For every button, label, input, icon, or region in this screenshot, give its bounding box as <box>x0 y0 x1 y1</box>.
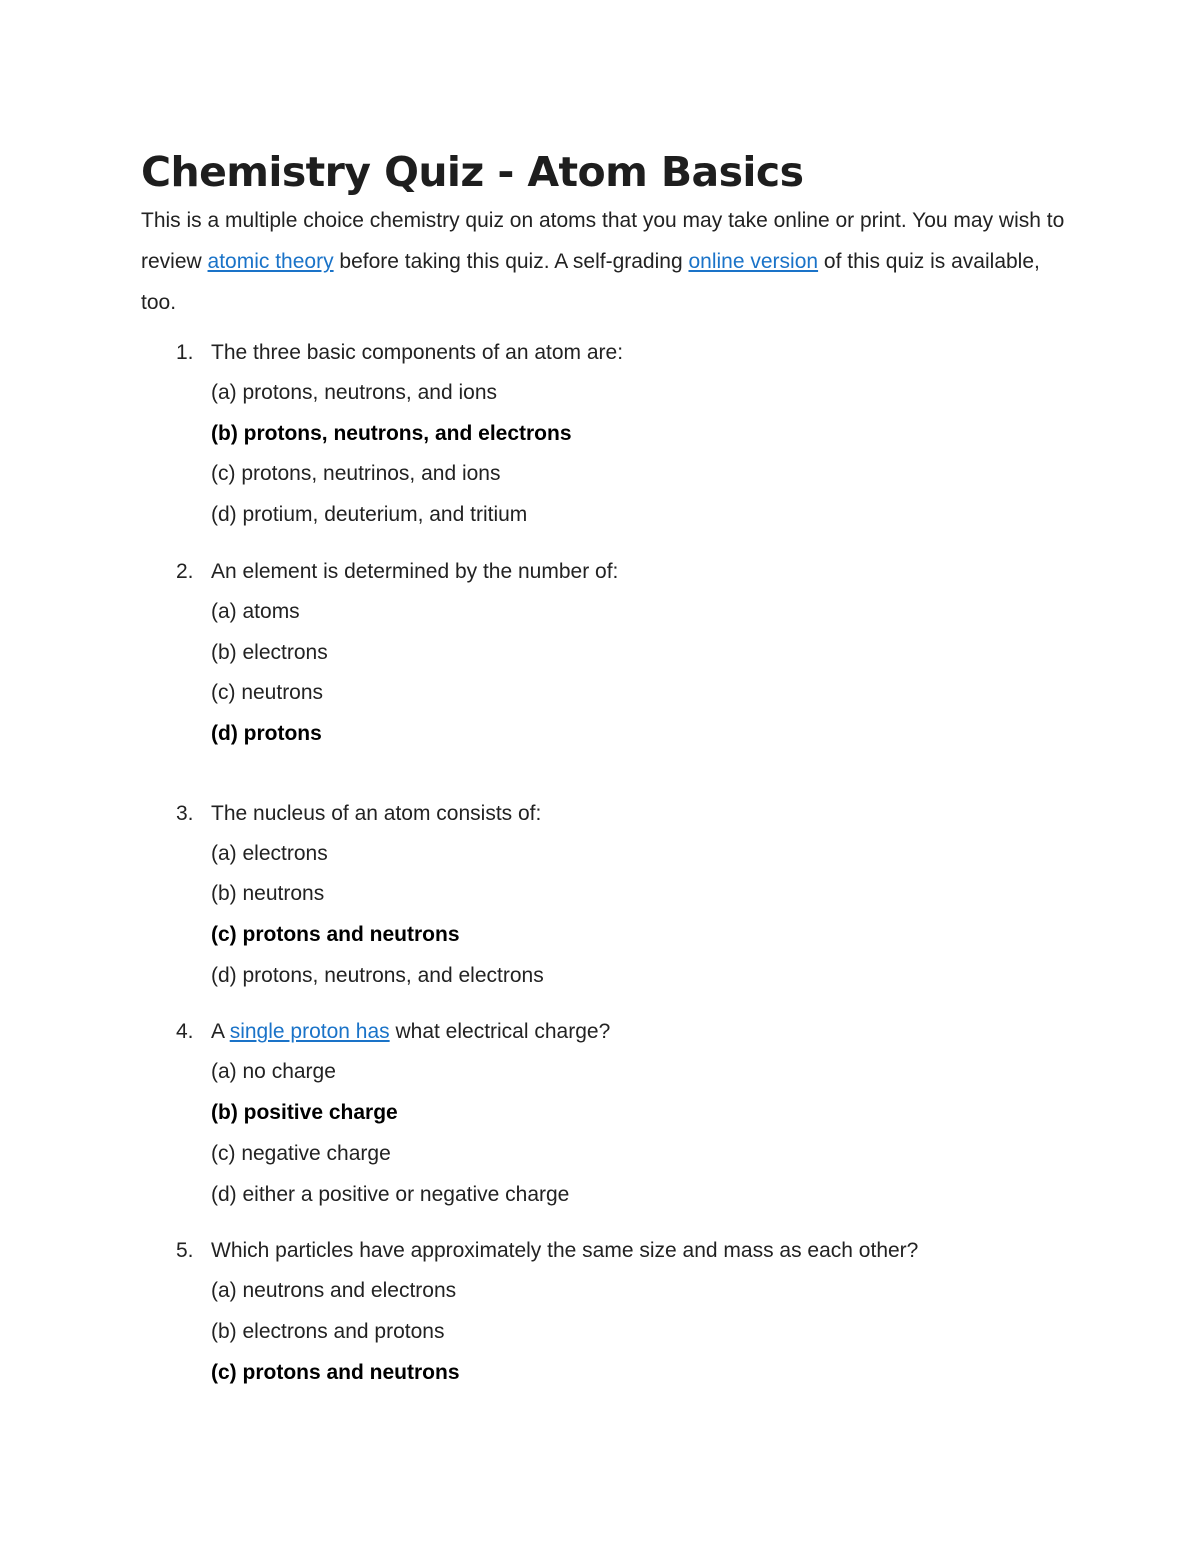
correct-answer-option-b: (b) positive charge <box>211 1101 398 1125</box>
question-text-part: what electrical charge? <box>389 1020 611 1044</box>
answer-option-d: (d) protons, neutrons, and electrons <box>211 963 544 987</box>
question-3 <box>141 794 1071 997</box>
answer-option-a: (a) atoms <box>211 599 300 623</box>
atomic-theory-link[interactable]: atomic theory <box>207 250 334 273</box>
question-text-part: A <box>211 1020 230 1044</box>
question-text <box>211 1012 1071 1052</box>
question-text: An element is determined by the number of: <box>211 559 619 583</box>
question-number: 1. <box>176 341 194 364</box>
answer-option-d: (d) either a positive or negative charge <box>211 1182 570 1206</box>
correct-answer-option-b: (b) protons, neutrons, and electrons <box>211 421 572 445</box>
answer-option-d: (d) protium, deuterium, and tritium <box>211 503 528 527</box>
answer-option-b: (b) electrons and protons <box>211 1319 445 1343</box>
question-number: 3. <box>176 801 194 825</box>
question-text: The nucleus of an atom consists of: <box>211 801 542 825</box>
page-title: Chemistry Quiz - Atom Basics <box>141 148 804 196</box>
online-version-link[interactable]: online version <box>688 250 819 273</box>
intro-text: This is a multiple choice chemistry quiz on atoms that you may take online or print. You may wish to review <box>141 209 1065 273</box>
question-1 <box>141 333 1071 536</box>
intro-text: before taking this quiz. A self-grading <box>333 250 689 273</box>
answer-option-c: (c) neutrons <box>211 681 324 705</box>
question-text: The three basic components of an atom are: <box>211 341 624 364</box>
question-number: 5. <box>176 1239 194 1263</box>
answer-option-b: (b) electrons <box>211 640 328 664</box>
answer-option-b: (b) neutrons <box>211 882 325 906</box>
single-proton-link[interactable]: single proton has <box>229 1020 390 1044</box>
answer-option-a: (a) neutrons and electrons <box>211 1279 457 1303</box>
correct-answer-option-d: (d) protons <box>211 721 322 745</box>
question-number: 4. <box>176 1020 194 1044</box>
answer-option-a: (a) electrons <box>211 841 328 865</box>
question-2 <box>141 552 1071 755</box>
intro-paragraph <box>141 200 1071 323</box>
question-text: Which particles have approximately the same size and mass as each other? <box>211 1239 919 1263</box>
correct-answer-option-c: (c) protons and neutrons <box>211 1360 460 1384</box>
question-number: 2. <box>176 559 194 583</box>
question-5 <box>141 1231 1071 1393</box>
question-4 <box>141 1012 1071 1215</box>
answer-option-c: (c) protons, neutrinos, and ions <box>211 462 501 486</box>
intro-text: of this quiz is available, too. <box>141 250 1040 314</box>
correct-answer-option-c: (c) protons and neutrons <box>211 923 460 947</box>
answer-option-a: (a) no charge <box>211 1060 336 1084</box>
quiz-question-list <box>141 333 1071 1393</box>
document-page <box>141 146 1071 1409</box>
answer-option-a: (a) protons, neutrons, and ions <box>211 381 498 404</box>
answer-option-c: (c) negative charge <box>211 1141 391 1165</box>
